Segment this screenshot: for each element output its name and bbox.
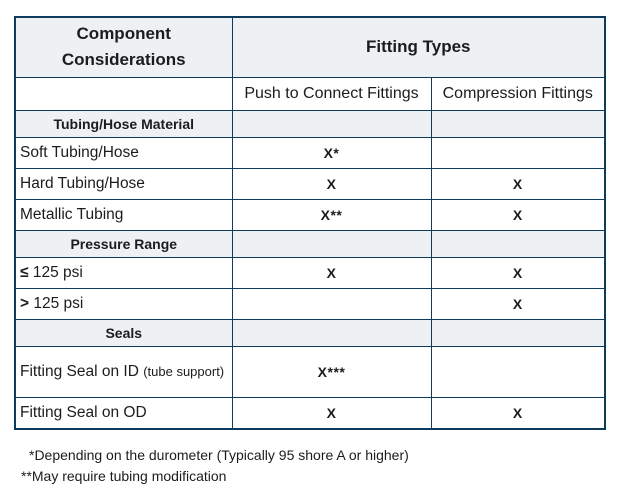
x-mark: X [512, 295, 523, 312]
push-to-connect-cell [232, 288, 431, 319]
fitting-comparison-table [14, 16, 606, 430]
comparison-symbol: ≤ [20, 264, 33, 281]
push-to-connect-cell [232, 168, 431, 199]
compression-cell [431, 288, 605, 319]
push-to-connect-cell [232, 346, 431, 397]
row-label: Soft Tubing/Hose [20, 144, 139, 161]
row-label-cell [15, 257, 232, 288]
push-to-connect-cell [232, 137, 431, 168]
section-label: Pressure Range [70, 235, 178, 252]
push-to-connect-header-cell [232, 77, 431, 110]
comparison-symbol: > [20, 295, 34, 312]
table-row-hard-tubing [15, 168, 605, 199]
fitting-types-header-cell [232, 17, 605, 77]
section-row-pressure-range [15, 230, 605, 257]
table-cell [232, 230, 431, 257]
footnote-durometer: *Depending on the durometer (Typically 95 shore A or higher) [29, 447, 409, 463]
compression-label: Compression Fittings [442, 84, 593, 102]
compression-cell [431, 257, 605, 288]
section-label-cell [15, 319, 232, 346]
row-label: Fitting Seal on ID [20, 363, 144, 380]
section-label: Seals [105, 324, 143, 341]
table-cell [431, 319, 605, 346]
x-mark: X [512, 175, 523, 192]
table-cell [232, 110, 431, 137]
x-mark: X** [320, 206, 343, 223]
section-row-tubing-hose-material [15, 110, 605, 137]
footnotes [0, 445, 621, 487]
table-header-row [15, 17, 605, 77]
table-row-gt-125-psi [15, 288, 605, 319]
compression-cell [431, 137, 605, 168]
table-cell [431, 230, 605, 257]
row-label-cell [15, 288, 232, 319]
x-mark: X [512, 404, 523, 421]
row-label: 125 psi [33, 295, 84, 312]
table-row-fitting-seal-id [15, 346, 605, 397]
x-mark: X*** [317, 363, 346, 380]
x-mark: X [326, 175, 337, 192]
compression-cell [431, 199, 605, 230]
section-label: Tubing/Hose Material [53, 115, 195, 132]
fitting-types-label: Fitting Types [366, 37, 471, 57]
row-label-cell [15, 397, 232, 429]
push-to-connect-cell [232, 257, 431, 288]
section-label-cell [15, 110, 232, 137]
row-label-cell [15, 346, 232, 397]
table-row-fitting-seal-od [15, 397, 605, 429]
compression-cell [431, 168, 605, 199]
compression-header-cell [431, 77, 605, 110]
component-considerations-header-cell [15, 17, 232, 77]
table-row-le-125-psi [15, 257, 605, 288]
component-considerations-label: Component Considerations [61, 24, 186, 70]
row-label: Metallic Tubing [20, 206, 124, 223]
footnote-tubing-modification: **May require tubing modification [21, 468, 227, 484]
row-label-cell [15, 168, 232, 199]
row-label-small: (tube support) [143, 364, 225, 379]
push-to-connect-cell [232, 199, 431, 230]
table-cell [431, 110, 605, 137]
compression-cell [431, 397, 605, 429]
row-label: Fitting Seal on OD [20, 404, 147, 422]
x-mark: X* [323, 144, 340, 161]
table-cell [232, 319, 431, 346]
compression-cell [431, 346, 605, 397]
x-mark: X [512, 264, 523, 281]
empty-corner-cell [15, 77, 232, 110]
row-label: Hard Tubing/Hose [20, 175, 145, 192]
row-label-cell [15, 199, 232, 230]
row-label-cell [15, 137, 232, 168]
fitting-comparison-table-wrap [14, 16, 606, 430]
row-label: 125 psi [32, 264, 83, 281]
table-row-soft-tubing [15, 137, 605, 168]
x-mark: X [326, 264, 337, 281]
push-to-connect-cell [232, 397, 431, 429]
section-row-seals [15, 319, 605, 346]
push-to-connect-label: Push to Connect Fittings [244, 84, 419, 102]
x-mark: X [326, 404, 337, 421]
x-mark: X [512, 206, 523, 223]
table-subheader-row [15, 77, 605, 110]
table-row-metallic-tubing [15, 199, 605, 230]
section-label-cell [15, 230, 232, 257]
